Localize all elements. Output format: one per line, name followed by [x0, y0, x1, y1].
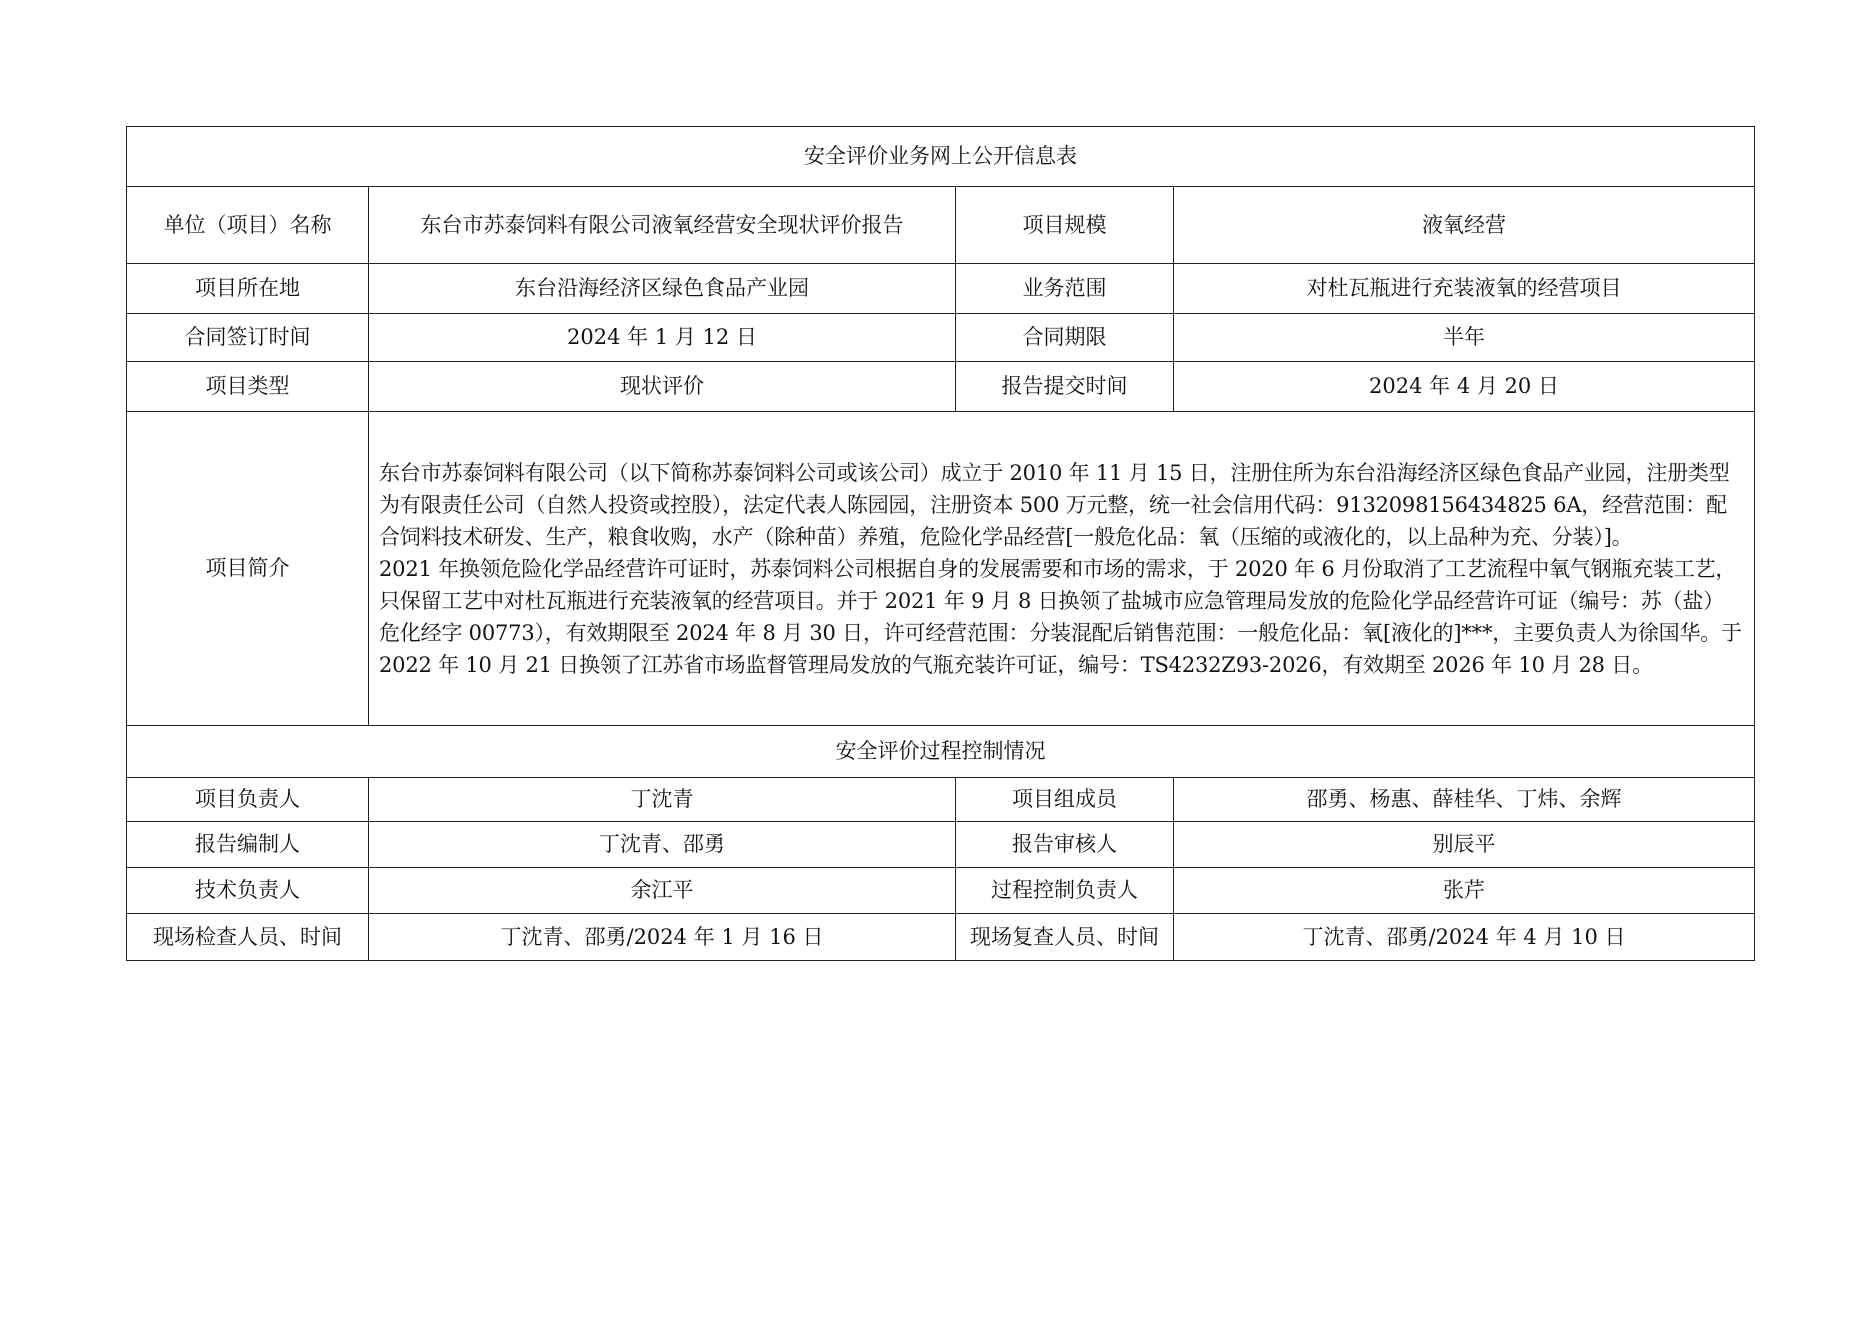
leader-value: 丁沈青	[369, 778, 956, 822]
recheck-value: 丁沈青、邵勇/2024 年 4 月 10 日	[1174, 914, 1755, 961]
process-title: 安全评价过程控制情况	[127, 726, 1755, 778]
title-row	[127, 127, 1755, 187]
scale-value: 液氧经营	[1174, 187, 1755, 264]
author-value: 丁沈青、邵勇	[369, 822, 956, 868]
process-ctrl-label: 过程控制负责人	[956, 868, 1174, 914]
table-title: 安全评价业务网上公开信息表	[127, 127, 1755, 187]
intro-paragraph: 2021 年换领危险化学品经营许可证时，苏泰饲料公司根据自身的发展需要和市场的需求，于 2020 年 6 月份取消了工艺流程中氧气钢瓶充装工艺，只保留工艺中对杜瓦瓶进行充装液氧的经营项目。并于 2021 年 9 月 8 日换领了盐城市应急管理局发放的危险化学品经营许可证（编号：苏（盐）危化经字 00773），有效期限至 2024 年 8 月 30 日，许可经营范围：分装混配后销售范围：一般危化品：氧[液化的]***，主要负责人为徐国华。于 2022 年 10 月 21 日换领了江苏省市场监督管理局发放的气瓶充装许可证，编号：TS4232Z93-2026，有效期至 2026 年 10 月 28 日。	[379, 556, 1742, 677]
info-table	[126, 126, 1755, 961]
tech-value: 余江平	[369, 868, 956, 914]
unit-name-label: 单位（项目）名称	[127, 187, 369, 264]
recheck-label: 现场复查人员、时间	[956, 914, 1174, 961]
members-value: 邵勇、杨惠、薛桂华、丁炜、余辉	[1174, 778, 1755, 822]
scale-label: 项目规模	[956, 187, 1174, 264]
process-title-row	[127, 726, 1755, 778]
report-date-label: 报告提交时间	[956, 362, 1174, 412]
contract-date-value: 2024 年 1 月 12 日	[369, 314, 956, 362]
contract-date-label: 合同签订时间	[127, 314, 369, 362]
contract-term-value: 半年	[1174, 314, 1755, 362]
contract-term-label: 合同期限	[956, 314, 1174, 362]
reviewer-label: 报告审核人	[956, 822, 1174, 868]
author-label: 报告编制人	[127, 822, 369, 868]
table-row	[127, 314, 1755, 362]
project-type-label: 项目类型	[127, 362, 369, 412]
tech-label: 技术负责人	[127, 868, 369, 914]
intro-text	[369, 412, 1755, 726]
inspection-label: 现场检查人员、时间	[127, 914, 369, 961]
reviewer-value: 别辰平	[1174, 822, 1755, 868]
business-scope-label: 业务范围	[956, 264, 1174, 314]
table-row	[127, 868, 1755, 914]
leader-label: 项目负责人	[127, 778, 369, 822]
business-scope-value: 对杜瓦瓶进行充装液氧的经营项目	[1174, 264, 1755, 314]
table-row	[127, 362, 1755, 412]
table-row	[127, 778, 1755, 822]
table-row	[127, 822, 1755, 868]
location-value: 东台沿海经济区绿色食品产业园	[369, 264, 956, 314]
intro-paragraph: 东台市苏泰饲料有限公司（以下简称苏泰饲料公司或该公司）成立于 2010 年 11 月 15 日，注册住所为东台沿海经济区绿色食品产业园，注册类型为有限责任公司（自然人投资或控股），法定代表人陈园园，注册资本 500 万元整，统一社会信用代码：9132098156434825 6A，经营范围：配合饲料技术研发、生产，粮食收购，水产（除种苗）养殖，危险化学品经营[一般危化品：氧（压缩的或液化的，以上品种为充、分装）]。	[379, 460, 1730, 549]
members-label: 项目组成员	[956, 778, 1174, 822]
intro-row	[127, 412, 1755, 726]
inspection-value: 丁沈青、邵勇/2024 年 1 月 16 日	[369, 914, 956, 961]
report-date-value: 2024 年 4 月 20 日	[1174, 362, 1755, 412]
process-ctrl-value: 张芹	[1174, 868, 1755, 914]
intro-label: 项目简介	[127, 412, 369, 726]
unit-name-value: 东台市苏泰饲料有限公司液氧经营安全现状评价报告	[369, 187, 956, 264]
table-row	[127, 187, 1755, 264]
table-row	[127, 264, 1755, 314]
table-row	[127, 914, 1755, 961]
project-type-value: 现状评价	[369, 362, 956, 412]
location-label: 项目所在地	[127, 264, 369, 314]
